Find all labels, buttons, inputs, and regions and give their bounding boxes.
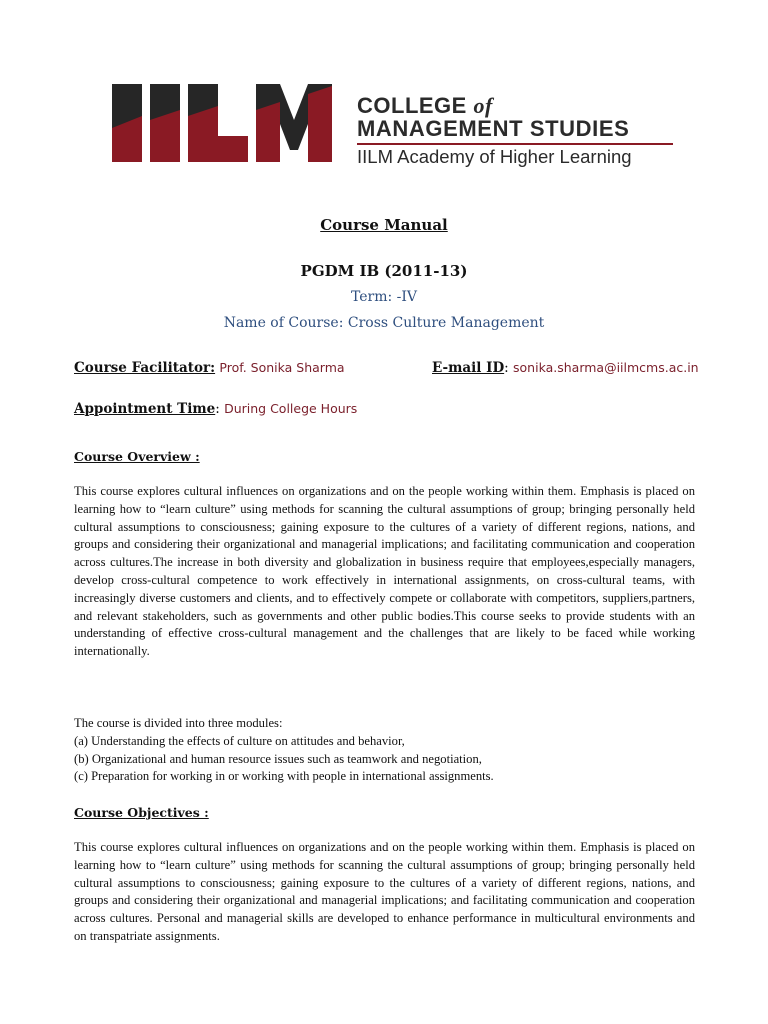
objectives-paragraph: This course explores cultural influences on organizations and on the people working within them. Emphasis is placed on learning how to “learn culture” using methods for scanning the cultural assumptions of group; bringing personally held cultural assumptions to consciousness; gaining exposure to the cultures of a variety of different regions, nations, and groups and considering their organizational and managerial implications; and facilitating communication and cooperation across cultures. Personal and managerial skills are developed to enhance performance in multicultural environments and on transpatriate assignments. [74, 840, 695, 943]
logo-mark-text: IILM [110, 80, 113, 81]
logo-academy-text: IILM Academy of Higher Learning [357, 146, 632, 167]
modules-intro: The course is divided into three modules: [74, 716, 283, 730]
logo-management-text: MANAGEMENT STUDIES [357, 116, 630, 141]
logo-college-text: COLLEGE of [357, 93, 493, 118]
email-link[interactable]: sonika.sharma@iilmcms.ac.in [513, 360, 699, 375]
modules-list [74, 715, 695, 786]
appointment-label: Appointment Time [74, 401, 216, 417]
email-row [432, 360, 699, 376]
program-name: PGDM IB (2011-13) [300, 262, 468, 280]
term-label: Term: -IV [350, 289, 418, 305]
overview-paragraph: This course explores cultural influences on organizations and on the people working within them. Emphasis is placed on learning how to “learn culture” using methods for scanning the cultural assumptions of group; bringing personally held cultural assumptions to consciousness; gaining exposure to the cultures of a variety of different regions, nations, and groups and considering their organizational and managerial implications; and facilitating communication and cooperation across cultures.The increase in both diversity and globalization in business require that employees,especially managers, develop cross-cultural competence to work effectively in international assignments, on cross-cultural teams, with increasingly diverse customers and clients, and to effectively compete or collaborate with competitors, suppliers,partners, and relevant stakeholders, such as governments and other public bodies.This course seeks to provide students with an understanding of effective cross-cultural management and the challenges that are likely to be faced while working internationally. [74, 484, 695, 659]
facilitator-row [74, 360, 345, 376]
iilm-logo [110, 80, 680, 170]
facilitator-value: Prof. Sonika Sharma [219, 360, 345, 375]
overview-heading: Course Overview : [74, 449, 200, 464]
document-title: Course Manual [320, 216, 448, 234]
facilitator-label: Course Facilitator: [74, 360, 216, 376]
objectives-heading: Course Objectives : [74, 805, 209, 820]
appointment-separator: : [215, 401, 220, 417]
module-item: (b) Organizational and human resource issues such as teamwork and negotiation, [74, 751, 482, 766]
appointment-value: During College Hours [224, 401, 358, 416]
course-name: Name of Course: Cross Culture Management [223, 315, 545, 331]
appointment-row [74, 401, 357, 417]
email-separator: : [504, 360, 509, 376]
logo-divider [357, 143, 673, 145]
module-item: (a) Understanding the effects of culture on attitudes and behavior, [74, 733, 405, 748]
module-item: (c) Preparation for working in or working with people in international assignments. [74, 769, 494, 784]
email-label: E-mail ID [432, 360, 505, 376]
iilm-logo-mark [110, 80, 340, 166]
